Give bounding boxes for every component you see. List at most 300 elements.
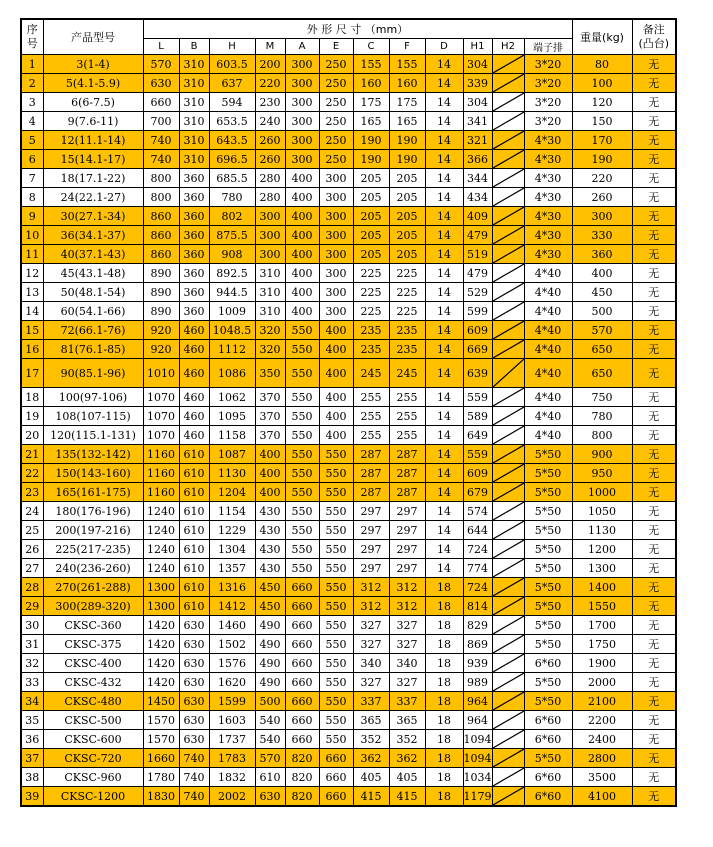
cell-M: 450 [255, 578, 285, 597]
cell-A: 660 [285, 711, 319, 730]
cell-B: 630 [179, 730, 209, 749]
cell-M: 430 [255, 540, 285, 559]
diagonal-slash-icon [493, 483, 524, 501]
table-header [21, 19, 676, 55]
cell-M: 450 [255, 597, 285, 616]
diagonal-slash-icon [493, 768, 524, 786]
cell-M: 430 [255, 502, 285, 521]
cell-weight: 1200 [572, 540, 632, 559]
cell-H1: 939 [463, 654, 492, 673]
table-row [21, 74, 676, 93]
cell-F: 340 [389, 654, 425, 673]
cell-weight: 400 [572, 264, 632, 283]
header-col-H: H [209, 39, 255, 55]
table-row [21, 654, 676, 673]
cell-H1: 479 [463, 264, 492, 283]
cell-seq: 28 [21, 578, 43, 597]
cell-C: 255 [353, 388, 389, 407]
cell-M: 430 [255, 559, 285, 578]
cell-M: 350 [255, 359, 285, 388]
cell-H1: 519 [463, 245, 492, 264]
cell-model: 18(17.1-22) [43, 169, 143, 188]
cell-H2 [492, 169, 524, 188]
cell-model: 24(22.1-27) [43, 188, 143, 207]
cell-H: 1620 [209, 673, 255, 692]
cell-B: 360 [179, 245, 209, 264]
cell-M: 320 [255, 321, 285, 340]
cell-D: 14 [425, 131, 463, 150]
cell-E: 550 [319, 464, 353, 483]
diagonal-slash-icon [493, 283, 524, 301]
diagonal-slash-icon [493, 55, 524, 73]
table-row [21, 188, 676, 207]
cell-C: 225 [353, 283, 389, 302]
cell-H2 [492, 264, 524, 283]
cell-F: 287 [389, 483, 425, 502]
cell-E: 250 [319, 112, 353, 131]
diagonal-slash-icon [493, 131, 524, 149]
table-row [21, 616, 676, 635]
cell-H1: 639 [463, 359, 492, 388]
table-row [21, 692, 676, 711]
diagonal-slash-icon [493, 407, 524, 425]
cell-F: 190 [389, 131, 425, 150]
cell-H1: 341 [463, 112, 492, 131]
cell-terminal: 3*20 [524, 55, 572, 74]
cell-M: 540 [255, 730, 285, 749]
cell-M: 610 [255, 768, 285, 787]
cell-M: 260 [255, 150, 285, 169]
diagonal-slash-icon [493, 264, 524, 282]
cell-terminal: 4*30 [524, 188, 572, 207]
cell-C: 205 [353, 169, 389, 188]
cell-L: 1160 [143, 445, 179, 464]
cell-terminal: 5*50 [524, 673, 572, 692]
cell-D: 18 [425, 673, 463, 692]
cell-B: 610 [179, 578, 209, 597]
cell-F: 297 [389, 521, 425, 540]
cell-seq: 18 [21, 388, 43, 407]
cell-M: 370 [255, 407, 285, 426]
cell-H: 1502 [209, 635, 255, 654]
diagonal-slash-icon [493, 521, 524, 539]
cell-terminal: 5*50 [524, 616, 572, 635]
cell-model: 90(85.1-96) [43, 359, 143, 388]
cell-D: 18 [425, 730, 463, 749]
cell-L: 1780 [143, 768, 179, 787]
cell-D: 18 [425, 749, 463, 768]
cell-A: 400 [285, 264, 319, 283]
cell-weight: 650 [572, 359, 632, 388]
cell-F: 352 [389, 730, 425, 749]
cell-model: CKSC-480 [43, 692, 143, 711]
cell-model: 165(161-175) [43, 483, 143, 502]
cell-seq: 6 [21, 150, 43, 169]
cell-weight: 500 [572, 302, 632, 321]
cell-D: 18 [425, 635, 463, 654]
cell-C: 405 [353, 768, 389, 787]
cell-H2 [492, 711, 524, 730]
cell-remark: 无 [632, 169, 676, 188]
cell-B: 630 [179, 711, 209, 730]
cell-B: 360 [179, 283, 209, 302]
cell-H2 [492, 521, 524, 540]
cell-B: 740 [179, 749, 209, 768]
cell-F: 327 [389, 616, 425, 635]
cell-M: 300 [255, 226, 285, 245]
table-row [21, 559, 676, 578]
diagonal-slash-icon [493, 597, 524, 615]
cell-H2 [492, 188, 524, 207]
cell-weight: 2800 [572, 749, 632, 768]
cell-model: 180(176-196) [43, 502, 143, 521]
cell-remark: 无 [632, 74, 676, 93]
diagonal-slash-icon [493, 74, 524, 92]
diagonal-slash-icon [493, 388, 524, 406]
cell-H: 1316 [209, 578, 255, 597]
cell-weight: 450 [572, 283, 632, 302]
cell-D: 14 [425, 426, 463, 445]
table-row [21, 283, 676, 302]
cell-remark: 无 [632, 787, 676, 807]
cell-remark: 无 [632, 302, 676, 321]
cell-F: 205 [389, 226, 425, 245]
cell-weight: 1550 [572, 597, 632, 616]
cell-seq: 34 [21, 692, 43, 711]
cell-D: 14 [425, 407, 463, 426]
cell-E: 400 [319, 340, 353, 359]
cell-F: 225 [389, 264, 425, 283]
diagonal-slash-icon [493, 340, 524, 358]
cell-seq: 23 [21, 483, 43, 502]
cell-C: 190 [353, 150, 389, 169]
cell-A: 820 [285, 768, 319, 787]
cell-remark: 无 [632, 407, 676, 426]
cell-H2 [492, 654, 524, 673]
cell-remark: 无 [632, 131, 676, 150]
cell-F: 175 [389, 93, 425, 112]
cell-H1: 609 [463, 321, 492, 340]
cell-model: 36(34.1-37) [43, 226, 143, 245]
cell-C: 340 [353, 654, 389, 673]
cell-E: 550 [319, 559, 353, 578]
cell-D: 14 [425, 207, 463, 226]
cell-remark: 无 [632, 749, 676, 768]
cell-terminal: 4*30 [524, 245, 572, 264]
cell-D: 18 [425, 787, 463, 807]
cell-H1: 869 [463, 635, 492, 654]
cell-terminal: 4*40 [524, 388, 572, 407]
cell-H1: 559 [463, 445, 492, 464]
cell-B: 630 [179, 673, 209, 692]
cell-B: 310 [179, 150, 209, 169]
cell-B: 360 [179, 302, 209, 321]
cell-L: 920 [143, 340, 179, 359]
cell-L: 1420 [143, 654, 179, 673]
cell-C: 255 [353, 426, 389, 445]
cell-seq: 19 [21, 407, 43, 426]
cell-C: 225 [353, 302, 389, 321]
table-row [21, 150, 676, 169]
cell-H1: 479 [463, 226, 492, 245]
cell-seq: 37 [21, 749, 43, 768]
cell-remark: 无 [632, 264, 676, 283]
cell-F: 255 [389, 407, 425, 426]
table-row [21, 673, 676, 692]
cell-E: 550 [319, 597, 353, 616]
cell-E: 400 [319, 321, 353, 340]
cell-B: 610 [179, 445, 209, 464]
cell-model: CKSC-960 [43, 768, 143, 787]
table-row [21, 787, 676, 807]
cell-terminal: 4*30 [524, 131, 572, 150]
cell-H1: 644 [463, 521, 492, 540]
cell-M: 310 [255, 264, 285, 283]
table-row [21, 264, 676, 283]
cell-F: 205 [389, 188, 425, 207]
cell-F: 235 [389, 321, 425, 340]
cell-remark: 无 [632, 112, 676, 131]
cell-model: 108(107-115) [43, 407, 143, 426]
cell-E: 400 [319, 407, 353, 426]
cell-E: 550 [319, 521, 353, 540]
cell-remark: 无 [632, 226, 676, 245]
cell-seq: 9 [21, 207, 43, 226]
cell-terminal: 3*20 [524, 112, 572, 131]
table-row [21, 749, 676, 768]
cell-E: 660 [319, 749, 353, 768]
cell-E: 550 [319, 730, 353, 749]
cell-seq: 17 [21, 359, 43, 388]
cell-H2 [492, 112, 524, 131]
cell-M: 320 [255, 340, 285, 359]
cell-F: 155 [389, 55, 425, 74]
diagonal-slash-icon [493, 635, 524, 653]
cell-C: 312 [353, 578, 389, 597]
header-col-L: L [143, 39, 179, 55]
cell-F: 312 [389, 597, 425, 616]
table-row [21, 730, 676, 749]
cell-E: 300 [319, 207, 353, 226]
cell-C: 190 [353, 131, 389, 150]
cell-terminal: 3*20 [524, 93, 572, 112]
cell-L: 1830 [143, 787, 179, 807]
cell-H2 [492, 245, 524, 264]
cell-B: 610 [179, 540, 209, 559]
cell-B: 610 [179, 483, 209, 502]
cell-E: 250 [319, 74, 353, 93]
cell-E: 660 [319, 787, 353, 807]
cell-H: 1009 [209, 302, 255, 321]
cell-M: 280 [255, 169, 285, 188]
cell-D: 14 [425, 445, 463, 464]
cell-F: 365 [389, 711, 425, 730]
cell-terminal: 5*50 [524, 749, 572, 768]
cell-E: 550 [319, 578, 353, 597]
cell-D: 18 [425, 616, 463, 635]
cell-A: 660 [285, 616, 319, 635]
cell-D: 14 [425, 283, 463, 302]
cell-seq: 4 [21, 112, 43, 131]
cell-B: 630 [179, 654, 209, 673]
cell-E: 550 [319, 711, 353, 730]
cell-L: 860 [143, 245, 179, 264]
cell-M: 490 [255, 673, 285, 692]
cell-A: 660 [285, 692, 319, 711]
cell-F: 297 [389, 540, 425, 559]
cell-L: 1010 [143, 359, 179, 388]
cell-C: 297 [353, 502, 389, 521]
cell-B: 610 [179, 502, 209, 521]
cell-terminal: 5*50 [524, 502, 572, 521]
cell-H: 1095 [209, 407, 255, 426]
cell-H: 1062 [209, 388, 255, 407]
cell-H: 1086 [209, 359, 255, 388]
cell-F: 297 [389, 559, 425, 578]
cell-model: 200(197-216) [43, 521, 143, 540]
cell-remark: 无 [632, 483, 676, 502]
cell-H1: 344 [463, 169, 492, 188]
cell-E: 550 [319, 616, 353, 635]
cell-A: 550 [285, 445, 319, 464]
cell-weight: 1300 [572, 559, 632, 578]
diagonal-slash-icon [493, 730, 524, 748]
cell-model: CKSC-1200 [43, 787, 143, 807]
cell-weight: 1400 [572, 578, 632, 597]
cell-H2 [492, 768, 524, 787]
cell-E: 550 [319, 673, 353, 692]
diagonal-slash-icon [493, 540, 524, 558]
cell-M: 490 [255, 616, 285, 635]
cell-E: 550 [319, 692, 353, 711]
cell-H2 [492, 464, 524, 483]
cell-M: 370 [255, 388, 285, 407]
cell-seq: 11 [21, 245, 43, 264]
cell-H2 [492, 131, 524, 150]
cell-B: 360 [179, 169, 209, 188]
cell-remark: 无 [632, 578, 676, 597]
cell-seq: 25 [21, 521, 43, 540]
cell-weight: 220 [572, 169, 632, 188]
cell-remark: 无 [632, 730, 676, 749]
table-row [21, 359, 676, 388]
cell-H: 2002 [209, 787, 255, 807]
cell-C: 205 [353, 245, 389, 264]
cell-H: 802 [209, 207, 255, 226]
cell-model: 240(236-260) [43, 559, 143, 578]
table-row [21, 207, 676, 226]
cell-C: 327 [353, 673, 389, 692]
cell-A: 550 [285, 388, 319, 407]
cell-A: 300 [285, 55, 319, 74]
cell-E: 550 [319, 540, 353, 559]
cell-M: 220 [255, 74, 285, 93]
cell-H1: 1094 [463, 730, 492, 749]
cell-weight: 4100 [572, 787, 632, 807]
cell-remark: 无 [632, 540, 676, 559]
cell-model: CKSC-720 [43, 749, 143, 768]
cell-L: 740 [143, 131, 179, 150]
cell-D: 14 [425, 74, 463, 93]
cell-F: 415 [389, 787, 425, 807]
cell-M: 400 [255, 483, 285, 502]
cell-L: 1240 [143, 540, 179, 559]
cell-model: 5(4.1-5.9) [43, 74, 143, 93]
cell-B: 310 [179, 55, 209, 74]
cell-terminal: 4*40 [524, 321, 572, 340]
cell-B: 460 [179, 388, 209, 407]
header-col-B: B [179, 39, 209, 55]
cell-H2 [492, 483, 524, 502]
cell-seq: 3 [21, 93, 43, 112]
cell-weight: 1900 [572, 654, 632, 673]
cell-A: 660 [285, 673, 319, 692]
cell-M: 500 [255, 692, 285, 711]
cell-C: 175 [353, 93, 389, 112]
table-row [21, 502, 676, 521]
cell-model: 81(76.1-85) [43, 340, 143, 359]
cell-D: 14 [425, 521, 463, 540]
cell-M: 400 [255, 464, 285, 483]
cell-H: 643.5 [209, 131, 255, 150]
cell-A: 660 [285, 635, 319, 654]
cell-H: 1603 [209, 711, 255, 730]
cell-E: 550 [319, 502, 353, 521]
cell-M: 490 [255, 654, 285, 673]
cell-L: 1570 [143, 711, 179, 730]
cell-D: 14 [425, 245, 463, 264]
diagonal-slash-icon [493, 711, 524, 729]
cell-B: 310 [179, 131, 209, 150]
table-row [21, 578, 676, 597]
cell-terminal: 6*60 [524, 730, 572, 749]
header-col-C: C [353, 39, 389, 55]
cell-weight: 2400 [572, 730, 632, 749]
cell-A: 820 [285, 787, 319, 807]
header-col-D: D [425, 39, 463, 55]
cell-M: 300 [255, 207, 285, 226]
cell-H2 [492, 388, 524, 407]
cell-model: CKSC-600 [43, 730, 143, 749]
header-col-M: M [255, 39, 285, 55]
cell-F: 165 [389, 112, 425, 131]
cell-terminal: 5*50 [524, 521, 572, 540]
cell-seq: 24 [21, 502, 43, 521]
cell-A: 400 [285, 302, 319, 321]
cell-H: 1737 [209, 730, 255, 749]
table-row [21, 226, 676, 245]
cell-weight: 570 [572, 321, 632, 340]
diagonal-slash-icon [493, 207, 524, 225]
cell-seq: 21 [21, 445, 43, 464]
cell-terminal: 4*30 [524, 150, 572, 169]
cell-F: 205 [389, 207, 425, 226]
cell-D: 18 [425, 711, 463, 730]
cell-E: 300 [319, 283, 353, 302]
cell-H: 1158 [209, 426, 255, 445]
cell-C: 205 [353, 226, 389, 245]
cell-H2 [492, 93, 524, 112]
table-row [21, 340, 676, 359]
cell-F: 190 [389, 150, 425, 169]
cell-model: CKSC-360 [43, 616, 143, 635]
diagonal-slash-icon [493, 445, 524, 463]
header-seq: 序 号 [21, 19, 43, 55]
cell-model: 150(143-160) [43, 464, 143, 483]
cell-F: 225 [389, 283, 425, 302]
diagonal-slash-icon [493, 112, 524, 130]
cell-remark: 无 [632, 654, 676, 673]
